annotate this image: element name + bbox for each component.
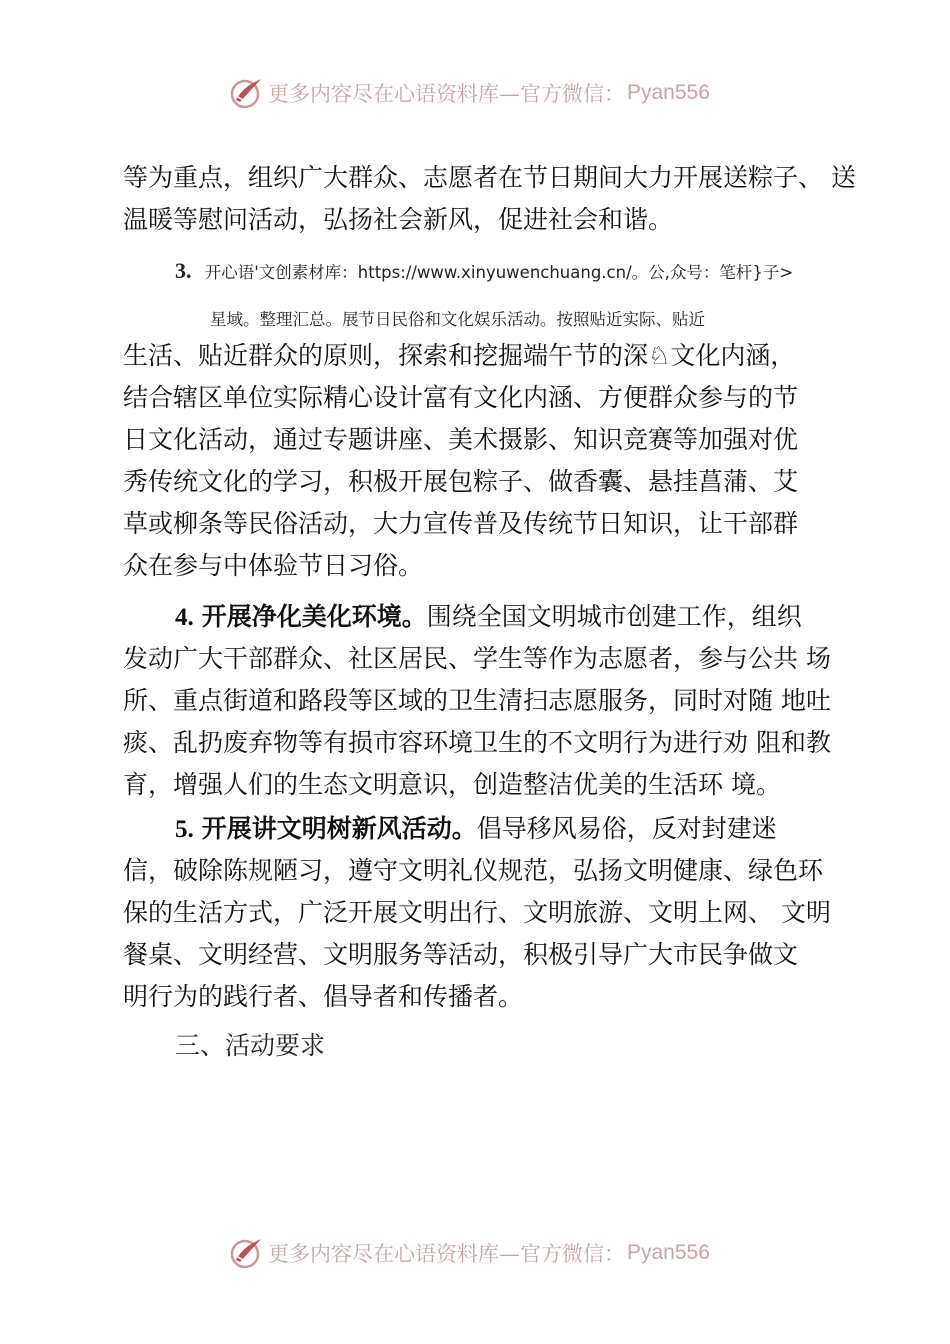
item4-body-line: 痰、乱扔废弃物等有损市容环境卫生的不文明行为进行劝 阻和教 xyxy=(123,728,831,757)
item5-body-line: 保的生活方式，广泛开展文明出行、文明旅游、文明上网、 文明 xyxy=(123,898,831,927)
item3-line-1 xyxy=(175,258,793,284)
item4-first-line xyxy=(175,596,802,638)
item3-body-line: 结合辖区单位实际精心设计富有文化内涵、方便群众参与的节 xyxy=(123,383,799,412)
item5-first-rest: 倡导移风易俗，反对封建迷 xyxy=(476,814,777,843)
intro-line-2: 温暖等慰问活动，弘扬社会新风，促进社会和谐。 xyxy=(123,205,674,234)
item3-body-line: 众在参与中体验节日习俗。 xyxy=(123,551,424,580)
item4-first-rest: 围绕全国文明城市创建工作，组织 xyxy=(426,602,802,631)
intro-line-1: 等为重点，组织广大群众、志愿者在节日期间大力开展送粽子、 送 xyxy=(123,163,856,192)
item3-body-line: 草或柳条等民俗活动，大力宣传普及传统节日知识，让干部群 xyxy=(123,509,799,538)
footer-banner xyxy=(228,1233,748,1273)
item3-number: 3. xyxy=(175,258,192,283)
item5-body-line: 信，破除陈规陋习，遵守文明礼仪规范，弘扬文明健康、绿色环 xyxy=(123,856,824,885)
item5-title: 开展讲文明树新风活动。 xyxy=(201,814,477,843)
item4-body-line: 育，增强人们的生态文明意识，创造整洁优美的生活环 境。 xyxy=(123,770,781,799)
hand-quill-logo-icon xyxy=(228,75,264,111)
item3-body-line: 生活、贴近群众的原则，探索和挖掘端午节的深♘文化内涵， xyxy=(123,341,796,370)
item5-body-line: 餐桌、文明经营、文明服务等活动，积极引导广大市民争做文 xyxy=(123,940,799,969)
item3-watermark-text: 开心语'文创素材库：https://www.xinyuwenchuang.cn/。公,众号：笔杆}子> xyxy=(204,263,794,282)
item5-first-line xyxy=(175,808,777,850)
item3-body-line: 秀传统文化的学习，积极开展包粽子、做香囊、悬挂菖蒲、艾 xyxy=(123,467,799,496)
item4-body-line: 所、重点街道和路段等区域的卫生清扫志愿服务，同时对随 地吐 xyxy=(123,686,831,715)
footer-banner-wechat-id: Pyan556 xyxy=(627,1241,710,1264)
item3-line-2: 星域。整理汇总。展节日民俗和文化娱乐活动。按照贴近实际、贴近 xyxy=(210,310,705,329)
header-banner-text: 更多内容尽在心语资料库—官方微信： xyxy=(268,82,625,106)
header-banner-wechat-id: Pyan556 xyxy=(627,81,710,104)
item5-number: 5. xyxy=(175,816,194,843)
footer-banner-text: 更多内容尽在心语资料库—官方微信： xyxy=(268,1242,625,1266)
item4-number: 4. xyxy=(175,604,194,631)
item4-title: 开展净化美化环境。 xyxy=(201,602,427,631)
header-banner xyxy=(228,73,748,113)
item4-body-line: 发动广大干部群众、社区居民、学生等作为志愿者，参与公共 场 xyxy=(123,644,831,673)
item5-body-line: 明行为的践行者、倡导者和传播者。 xyxy=(123,982,524,1011)
item3-body-line: 日文化活动，通过专题讲座、美术摄影、知识竞赛等加强对优 xyxy=(123,425,799,454)
hand-quill-logo-icon xyxy=(228,1235,264,1271)
section-heading: 三、活动要求 xyxy=(175,1031,326,1060)
